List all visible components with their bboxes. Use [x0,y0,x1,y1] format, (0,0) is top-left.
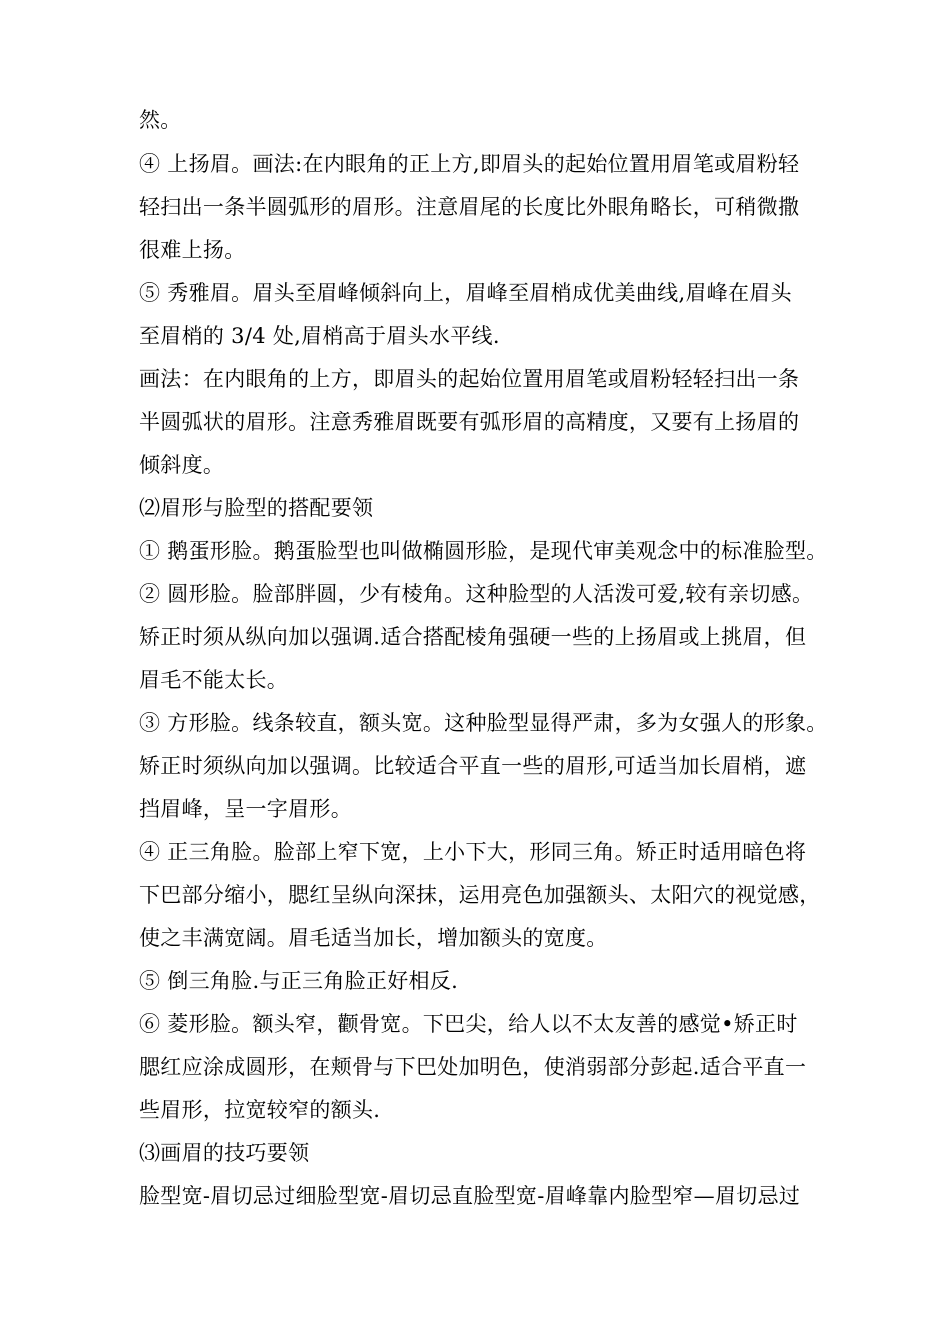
text-line: 然。 [139,108,182,132]
text-line: 眉毛不能太长。 [139,668,289,692]
text-line: 很难上扬。 [139,238,246,262]
text-line: ④ 正三角脸。脸部上窄下宽，上小下大，形同三角。矫正时适用暗色将 [139,840,807,864]
text-line: 挡眉峰，呈一字眉形。 [139,797,352,821]
text-line: 至眉梢的 3/4 处,眉梢高于眉头水平线. [139,324,500,348]
text-line: ⑥ 菱形脸。额头窄，颧骨宽。下巴尖，给人以不太友善的感觉•矫正时 [139,1012,798,1036]
text-line: 使之丰满宽阔。眉毛适当加长，增加额头的宽度。 [139,926,608,950]
text-line: 下巴部分缩小，腮红呈纵向深抹，运用亮色加强额头、太阳穴的视觉感， [139,883,821,907]
text-line: 画法：在内眼角的上方，即眉头的起始位置用眉笔或眉粉轻轻扫出一条 [139,367,800,391]
text-line: ④ 上扬眉。画法:在内眼角的正上方,即眉头的起始位置用眉笔或眉粉轻 [139,152,800,176]
text-line: ⑤ 倒三角脸.与正三角脸正好相反. [139,969,459,993]
text-line: 轻扫出一条半圆弧形的眉形。注意眉尾的长度比外眼角略长，可稍微撒 [139,195,800,219]
text-line: 倾斜度。 [139,453,225,477]
section-heading: ⑶画眉的技巧要领 [139,1141,310,1165]
text-line: 脸型宽-眉切忌过细脸型宽-眉切忌直脸型宽-眉峰靠内脸型窄—眉切忌过 [139,1184,801,1208]
text-line: ③ 方形脸。线条较直，额头宽。这种脸型显得严肃，多为女强人的形象。 [139,711,828,735]
text-line: ② 圆形脸。脸部胖圆，少有棱角。这种脸型的人活泼可爱,较有亲切感。 [139,582,814,606]
text-line: 矫正时须从纵向加以强调.适合搭配棱角强硬一些的上扬眉或上挑眉，但 [139,625,807,649]
text-line: 腮红应涂成圆形，在颊骨与下巴处加明色，使消弱部分彭起.适合平直一 [139,1055,807,1079]
text-line: 些眉形，拉宽较窄的额头. [139,1098,381,1122]
text-line: 半圆弧状的眉形。注意秀雅眉既要有弧形眉的高精度，又要有上扬眉的 [139,410,800,434]
text-line: 矫正时须纵向加以强调。比较适合平直一些的眉形,可适当加长眉梢，遮 [139,754,807,778]
text-line: ① 鹅蛋形脸。鹅蛋脸型也叫做椭圆形脸，是现代审美观念中的标准脸型。 [139,539,828,563]
text-line: ⑤ 秀雅眉。眉头至眉峰倾斜向上，眉峰至眉梢成优美曲线,眉峰在眉头 [139,281,792,305]
section-heading: ⑵眉形与脸型的搭配要领 [139,496,374,520]
